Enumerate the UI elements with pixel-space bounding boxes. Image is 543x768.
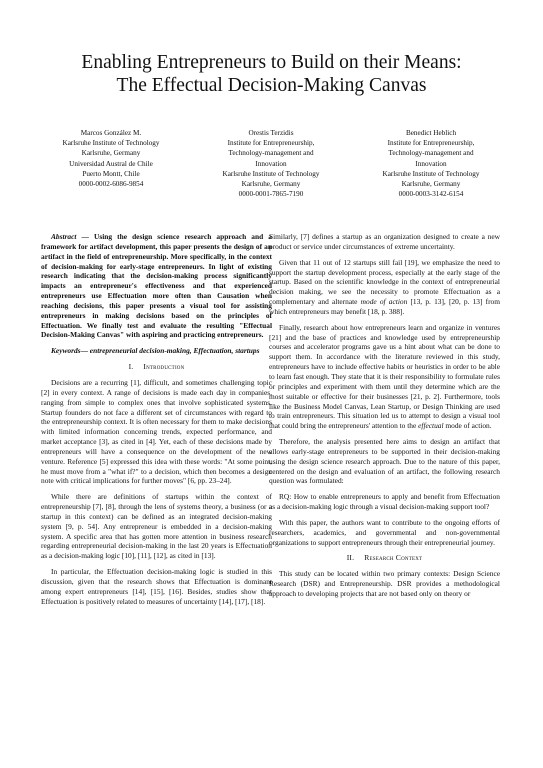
author-3: [351, 128, 511, 199]
left-column: [41, 232, 272, 613]
author-name: Marcos González M.: [80, 129, 142, 137]
author-2: [191, 128, 351, 199]
body-paragraph: Decisions are a recurring [1], difficult, and sometimes challenging topic [2] in every context. A range of decisions is made each day in companies, ranging from simple to complex ones that involve sophisticated systems. Startup founders do not face a different set of circumstances with regard to the entrepreneurship context. It is often necessary for them to make decisions with limited information concerning trends, expected performance, and market acceptance [3], as cited in [4]. Yet, each of these decisions made by entrepreneurs will have a consequence on the development of the new venture. Reference [5] expressed this idea with these words: "At some point, he must move from a "what if?" to a decision, which then becomes a design note with critical implications for further moves" [6, pp. 23–24].: [41, 377, 272, 486]
body-paragraph: This study can be located within two primary contexts: Design Science Research (DSR) and Entrepreneurship. DSR provides a methodological approach to developing projects that are not based only on theory or: [269, 569, 500, 598]
body-paragraph: While there are definitions of startups within the context of entrepreneurship [7], [8], through the lens of systems theory, a business (or a startup in this context) can be defined as an integrated decision-making system [9, p. 54]. Any entrepreneur is embedded in a decision-making system. A specific area that has gotten more attention in business research regarding entrepreneurial decision-making in the last 20 years is Effectuation as a decision-making logic [10], [11], [12], as cited in [13].: [41, 492, 272, 561]
author-orcid: 0000-0003-3142-6154: [398, 190, 464, 199]
section-number: II.: [346, 553, 355, 563]
author-affiliation-line: Puerto Montt, Chile: [82, 169, 140, 178]
abstract: [41, 232, 272, 340]
right-column: [269, 232, 500, 605]
author-orcid: 0000-0001-7865-7190: [238, 190, 304, 199]
author-affiliation-line: Technology-management and: [388, 149, 474, 158]
section-title: Introduction: [143, 362, 185, 372]
body-paragraph: [269, 323, 500, 431]
author-affiliation-line: Karlsruhe, Germany: [401, 180, 461, 189]
section-number: I.: [128, 362, 134, 372]
body-paragraph: Therefore, the analysis presented here aims to design an artifact that allows early-stage entrepreneurs to be supported in their decision-making using the design science research approach. Due to the nature of this paper, centered on the design and evaluation of an artifact, the following research question was formulated:: [269, 437, 500, 486]
body-paragraph: Similarly, [7] defines a startup as an organization designed to create a new product or service under circumstances of extreme uncertainty.: [269, 232, 500, 251]
body-paragraph: In particular, the Effectuation decision-making logic is studied in this discussion, given that the research shows that Effectuation is dominant among expert entrepreneurs [14], [15], [16]. Besides, studies show that Effectuation is positively related to measures of uncertainty [14], [17], [18].: [41, 567, 272, 606]
text-run: mode of action.: [443, 421, 492, 431]
title-line-2: The Effectual Decision-Making Canvas: [116, 75, 427, 96]
abstract-text: — Using the design science research approach and a framework for artifact development, this paper presents the design of an artifact in the field of entrepreneurship. More specifically, in the context of decision-making for early-stage entrepreneurs. In light of existing research indicating that the decision-making process significantly impacts an entrepreneur's effectiveness and that experienced entrepreneurs use Effectuation more often than Causation when reaching decisions, this paper presents a visual tool for assisting entrepreneurs in making decisions based on the principles of Effectuation. We finally test and evaluate the resulting "Effectual Decision-Making Canvas" with aspiring and practicing entrepreneurs.: [41, 232, 272, 340]
author-affiliation-line: Innovation: [415, 159, 447, 168]
author-affiliation-line: Innovation: [255, 159, 287, 168]
author-affiliation-line: Institute for Entrepreneurship,: [387, 139, 475, 148]
paper-title: [40, 51, 503, 97]
body-paragraph: [269, 258, 500, 317]
text-run: Finally, research about how entrepreneurs learn and organize in ventures [21] and the base of practices and knowledge used by entrepreneurship courses and accelerator programs gave us a hint about what can be done to support them. In accordance with the literature reviewed in this study, entrepreneurs have to include effective habits or heuristics in order to be able to learn fast enough. They state that it is their responsibility to formulate rules or principles and experiment with them until they determine which are the most suitable or effective for their businesses [21, p. 2]. Furthermore, tools like the Business Model Canvas, Lean Startup, or Design Thinking are used to train entrepreneurs. This situation led us to attempt to design a visual tool that could bring the entrepreneurs' attention to the: [269, 322, 500, 431]
author-affiliation-line: Karlsruhe, Germany: [241, 180, 301, 189]
emphasis-text: mode of action: [360, 297, 408, 307]
author-affiliation-line: Universidad Austral de Chile: [69, 159, 153, 168]
section-heading-research-context: [269, 553, 500, 563]
text-run: [13, p. 13], [20, p. 13] from which entrepreneurs may benefit [18, p. 388].: [269, 297, 500, 316]
body-paragraph: With this paper, the authors want to contribute to the ongoing efforts of researchers, academics, and governmental and non-governmental organizations to support entrepreneurs through their entrepreneurial journey.: [269, 517, 500, 547]
author-affiliation-line: Karlsruhe Institute of Technology: [222, 169, 320, 178]
research-question: RQ: How to enable entrepreneurs to apply and benefit from Effectuation as a decision-making logic through a visual decision-making support tool?: [269, 492, 500, 512]
emphasis-text: effectual: [418, 421, 444, 431]
author-orcid: 0000-0002-6086-9854: [78, 180, 144, 189]
abstract-label: Abstract: [51, 232, 77, 241]
keywords: Keywords— entrepreneurial decision-making, Effectuation, startups: [51, 346, 260, 356]
author-1: [31, 128, 191, 189]
author-affiliation-line: Karlsruhe Institute of Technology: [62, 139, 160, 148]
author-affiliation-line: Technology-management and: [228, 149, 314, 158]
section-heading-introduction: [41, 362, 272, 372]
author-affiliation-line: Karlsruhe, Germany: [81, 149, 141, 158]
author-name: Benedict Heblich: [405, 129, 457, 137]
author-name: Orestis Terzidis: [248, 129, 294, 137]
author-affiliation-line: Institute for Entrepreneurship,: [227, 139, 315, 148]
text-run: Given that 11 out of 12 startups still fail [19], we emphasize the need to support the startup development process, especially at the early stage of the startup. Based on the scientific knowledge in the context of entrepreneurial decision making, we see the necessity to promote Effectuation as a complementary and alternate: [269, 257, 500, 307]
author-affiliation-line: Karlsruhe Institute of Technology: [382, 169, 480, 178]
title-line-1: Enabling Entrepreneurs to Build on their Means:: [81, 52, 462, 73]
section-title: Research Context: [364, 553, 423, 563]
